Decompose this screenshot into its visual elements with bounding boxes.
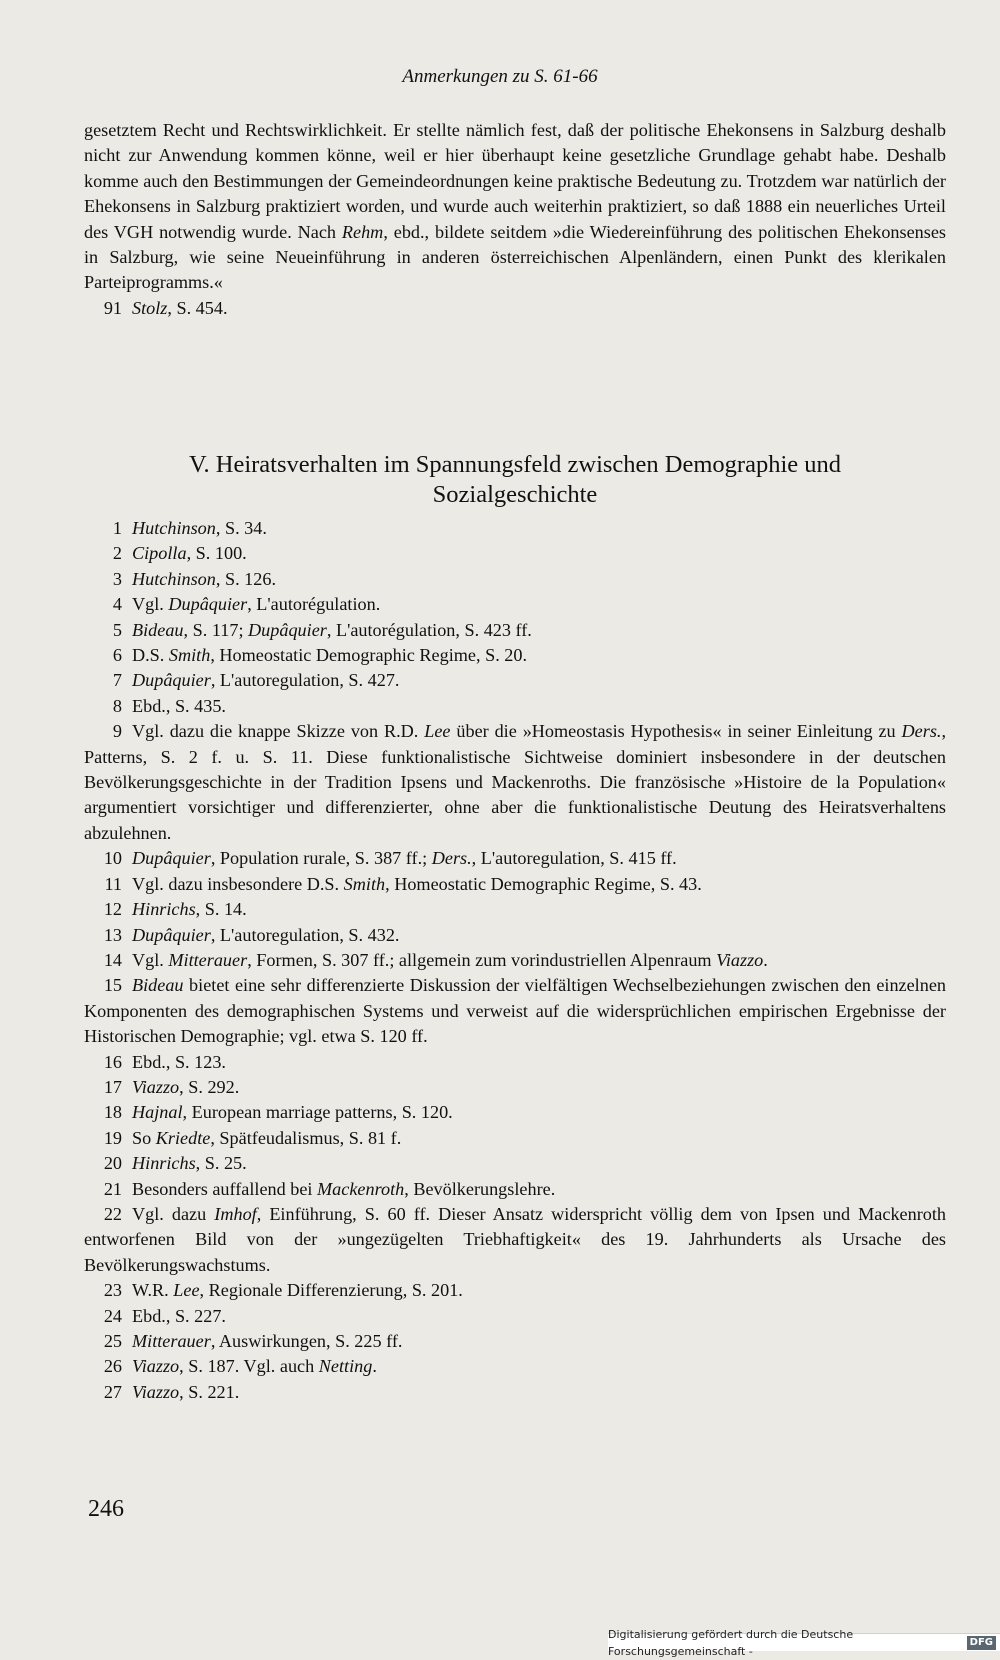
footnote-number: 25	[103, 1331, 122, 1351]
text-run: , S. 221.	[179, 1381, 240, 1402]
text-run: W.R.	[132, 1280, 174, 1301]
footnote-20	[84, 1151, 946, 1176]
page-number: 246	[88, 1496, 124, 1522]
author-name: Smith	[168, 645, 211, 666]
footnote-number: 10	[103, 848, 122, 869]
footnote-7	[84, 668, 946, 693]
footnote-16	[84, 1050, 946, 1075]
author-name: Bideau	[132, 619, 184, 640]
author-name: Viazzo	[132, 1076, 180, 1097]
footnote-number: 2	[112, 543, 122, 564]
author-name: Dupâquier	[132, 924, 211, 945]
footnote-21	[84, 1177, 946, 1202]
text-run: , Formen, S. 307 ff.; allgemein zum vorindustriellen Alpenraum	[247, 949, 717, 970]
footnote-9	[84, 719, 946, 846]
text-run: , L'autorégulation.	[247, 594, 381, 615]
footnote-number: 13	[103, 924, 122, 945]
footnote-number: 6	[112, 645, 122, 666]
text-run: , Patterns, S. 2 f. u. S. 11. Diese funktionalistische Sichtweise dominiert insbesondere in der deutschen Bevölkerungsgeschichte in der Tradition Ipsens und Mackenroths. Die französische »Histoire de la Population« argumentiert vorsichtiger und differenzierter, ohne aber die funktionalistische Deutung des Heiratsverhaltens abzulehnen.	[84, 721, 946, 843]
footnote-22	[84, 1202, 946, 1278]
footnote-number: 18	[103, 1102, 122, 1123]
text-run: , Homeostatic Demographic Regime, S. 20.	[210, 645, 528, 666]
author-name: Cipolla	[132, 543, 187, 564]
text-run: , S. 292.	[179, 1076, 240, 1097]
footnote-number: 1	[112, 518, 122, 538]
text-run: , S. 126.	[215, 568, 277, 589]
author-name: Viazzo	[132, 1356, 180, 1377]
chapter-heading-line-2: Sozialgeschichte	[432, 481, 598, 508]
author-name: Hutchinson	[132, 518, 216, 538]
text-run: , European marriage patterns, S. 120.	[182, 1102, 453, 1123]
text-run: , S. 14.	[195, 899, 247, 920]
author-name: Ders.	[901, 721, 942, 742]
text-run: , S. 100.	[186, 543, 247, 564]
author-name: Bideau	[132, 975, 184, 996]
author-name: Hajnal	[132, 1102, 183, 1123]
text-run: gesetztem Recht und Rechtswirklichkeit. Er stellte nämlich fest, daß der politische Ehekonsens in Salzburg deshalb nicht zur Anwendung kommen könne, weil er hier überhaupt keine gesetzliche Grundlage gehabt habe. Deshalb komme auch den Bestimmungen der Gemeindeordnungen keine praktische Bedeutung zu. Trotzdem war natürlich der Ehekonsens in Salzburg praktiziert worden, und wurde auch weiterhin praktiziert, so daß 1888 ein neuerliches Urteil des VGH notwendig wurde. Nach	[84, 120, 946, 242]
footnote-5	[84, 618, 946, 643]
footnote-15	[84, 973, 946, 1049]
text-run: Ebd., S. 123.	[132, 1051, 226, 1072]
footnote-number: 9	[112, 721, 122, 742]
chapter-heading-line-1: V. Heiratsverhalten im Spannungsfeld zwischen Demographie und	[188, 451, 842, 478]
footnote-number: 5	[112, 619, 122, 640]
text-run: Ebd., S. 227.	[132, 1305, 226, 1326]
text-run: Vgl. dazu die knappe Skizze von R.D.	[132, 721, 425, 742]
footnote-3	[84, 567, 946, 592]
text-run: D.S.	[132, 645, 169, 666]
author-name: Viazzo	[716, 949, 764, 970]
author-name: Mackenroth	[317, 1178, 405, 1199]
text-run: So	[132, 1127, 156, 1148]
author-name: Rehm	[341, 221, 384, 242]
intro-paragraph	[84, 118, 946, 296]
footnote-10	[84, 846, 946, 871]
author-name: Hinrichs	[132, 1153, 196, 1174]
footnote-number: 23	[103, 1280, 122, 1301]
footnote-number: 8	[112, 695, 122, 716]
dfg-logo: DFG	[967, 1636, 996, 1650]
footnote-13	[84, 923, 946, 948]
author-name: Viazzo	[132, 1381, 180, 1402]
footnote-number: 11	[104, 873, 122, 894]
footnote-number: 21	[103, 1178, 122, 1199]
footnote-19	[84, 1126, 946, 1151]
author-name: Mitterauer	[168, 949, 248, 970]
chapter-heading	[84, 450, 946, 510]
text-run: , Spätfeudalismus, S. 81 f.	[210, 1127, 402, 1148]
footnote-12	[84, 897, 946, 922]
text-run: , L'autoregulation, S. 432.	[210, 924, 400, 945]
author-name: Ders.	[431, 848, 472, 869]
author-name: Smith	[343, 873, 386, 894]
text-run: Besonders auffallend bei	[132, 1178, 318, 1199]
text-run: über die »Homeostasis Hypothesis« in seiner Einleitung zu	[450, 721, 902, 742]
footnote-1	[84, 516, 946, 541]
footnote-6	[84, 643, 946, 668]
text-run: bietet eine sehr differenzierte Diskussion der vielfältigen Wechselbeziehungen zwischen den einzelnen Komponenten des demographischen Systems und verweist auf die widersprüchlichen empirischen Ergebnisse der Historischen Demographie; vgl. etwa S. 120 ff.	[84, 975, 946, 1047]
footnote-number: 7	[112, 670, 122, 691]
footnote-number: 24	[103, 1305, 122, 1326]
intro-block	[84, 118, 946, 321]
footnote-number: 15	[103, 975, 122, 996]
text-run: Vgl. dazu insbesondere D.S.	[132, 873, 344, 894]
footnote-number: 12	[103, 899, 122, 920]
text-run: , L'autoregulation, S. 415 ff.	[471, 848, 677, 869]
author-name: Imhof	[214, 1203, 257, 1224]
footnote-list	[84, 516, 946, 1405]
text-run: .	[372, 1356, 377, 1377]
author-name: Netting	[318, 1356, 373, 1377]
text-run: Vgl.	[132, 594, 169, 615]
footnote-18	[84, 1100, 946, 1125]
footnote-27	[84, 1380, 946, 1405]
running-head: Anmerkungen zu S. 61-66	[402, 66, 598, 87]
text-run: , Regionale Differenzierung, S. 201.	[199, 1280, 463, 1301]
footnote-26	[84, 1354, 946, 1379]
footnote-number: 19	[103, 1127, 122, 1148]
text-run: , Population rurale, S. 387 ff.;	[210, 848, 432, 869]
text-run: , S. 25.	[195, 1153, 247, 1174]
footnote-25	[84, 1329, 946, 1354]
author-name: Dupâquier	[248, 619, 327, 640]
author-name: Lee	[424, 721, 451, 742]
author-name: Stolz	[132, 297, 168, 318]
author-name: Dupâquier	[132, 670, 211, 691]
footnote-number: 17	[103, 1076, 122, 1097]
author-name: Kriedte	[155, 1127, 211, 1148]
author-name: Dupâquier	[168, 594, 248, 615]
footnote-2	[84, 541, 946, 566]
footnote-number: 20	[103, 1153, 122, 1174]
footnote-4	[84, 592, 946, 617]
footnote-8	[84, 694, 946, 719]
text-run: , Auswirkungen, S. 225 ff.	[210, 1331, 403, 1351]
footnote-number: 91	[103, 297, 122, 318]
footnote-number: 16	[103, 1051, 122, 1072]
text-run: Vgl.	[132, 949, 169, 970]
text-run: , S. 454.	[167, 297, 228, 318]
text-run: , Einführung, S. 60 ff. Dieser Ansatz widerspricht völlig dem von Ipsen und Mackenroth entworfenen Bild von der »ungezügelten Triebhaftigkeit« des 19. Jahrhunderts als Ursache des Bevölkerungswachstums.	[84, 1203, 946, 1275]
footnote-number: 3	[112, 568, 122, 589]
text-run: , S. 117;	[183, 619, 249, 640]
digitization-footer	[608, 1627, 1000, 1658]
text-run: Ebd., S. 435.	[132, 695, 226, 716]
text-run: , ebd., bildete seitdem »die Wiedereinführung des politischen Ehekonsenses in Salzburg, wie seine Neueinführung in anderen österreichischen Alpenländern, einen Punkt des klerikalen Parteiprogramms.«	[84, 221, 946, 293]
footnote-23	[84, 1278, 946, 1303]
text-run: , Homeostatic Demographic Regime, S. 43.	[385, 873, 702, 894]
footnote-14	[84, 948, 946, 973]
footnote-11	[84, 872, 946, 897]
text-run: , S. 34.	[215, 518, 267, 538]
footnote-number: 4	[112, 594, 122, 615]
text-run: Vgl. dazu	[132, 1203, 215, 1224]
footnote-91	[84, 296, 946, 321]
text-run: .	[763, 949, 768, 970]
footnote-24	[84, 1304, 946, 1329]
footnote-17	[84, 1075, 946, 1100]
text-run: , Bevölkerungslehre.	[404, 1178, 556, 1199]
text-run: , L'autorégulation, S. 423 ff.	[326, 619, 532, 640]
text-run: , S. 187. Vgl. auch	[179, 1356, 319, 1377]
author-name: Mitterauer	[132, 1331, 211, 1351]
text-run: , L'autoregulation, S. 427.	[210, 670, 400, 691]
footer-text: Digitalisierung gefördert durch die Deutsche Forschungsgemeinschaft -	[608, 1627, 854, 1658]
author-name: Hinrichs	[132, 899, 196, 920]
footnote-number: 27	[103, 1381, 122, 1402]
author-name: Dupâquier	[132, 848, 211, 869]
author-name: Lee	[173, 1280, 200, 1301]
footnote-number: 14	[103, 949, 122, 970]
footnote-number: 22	[103, 1203, 122, 1224]
footnote-number: 26	[103, 1356, 122, 1377]
author-name: Hutchinson	[132, 568, 216, 589]
